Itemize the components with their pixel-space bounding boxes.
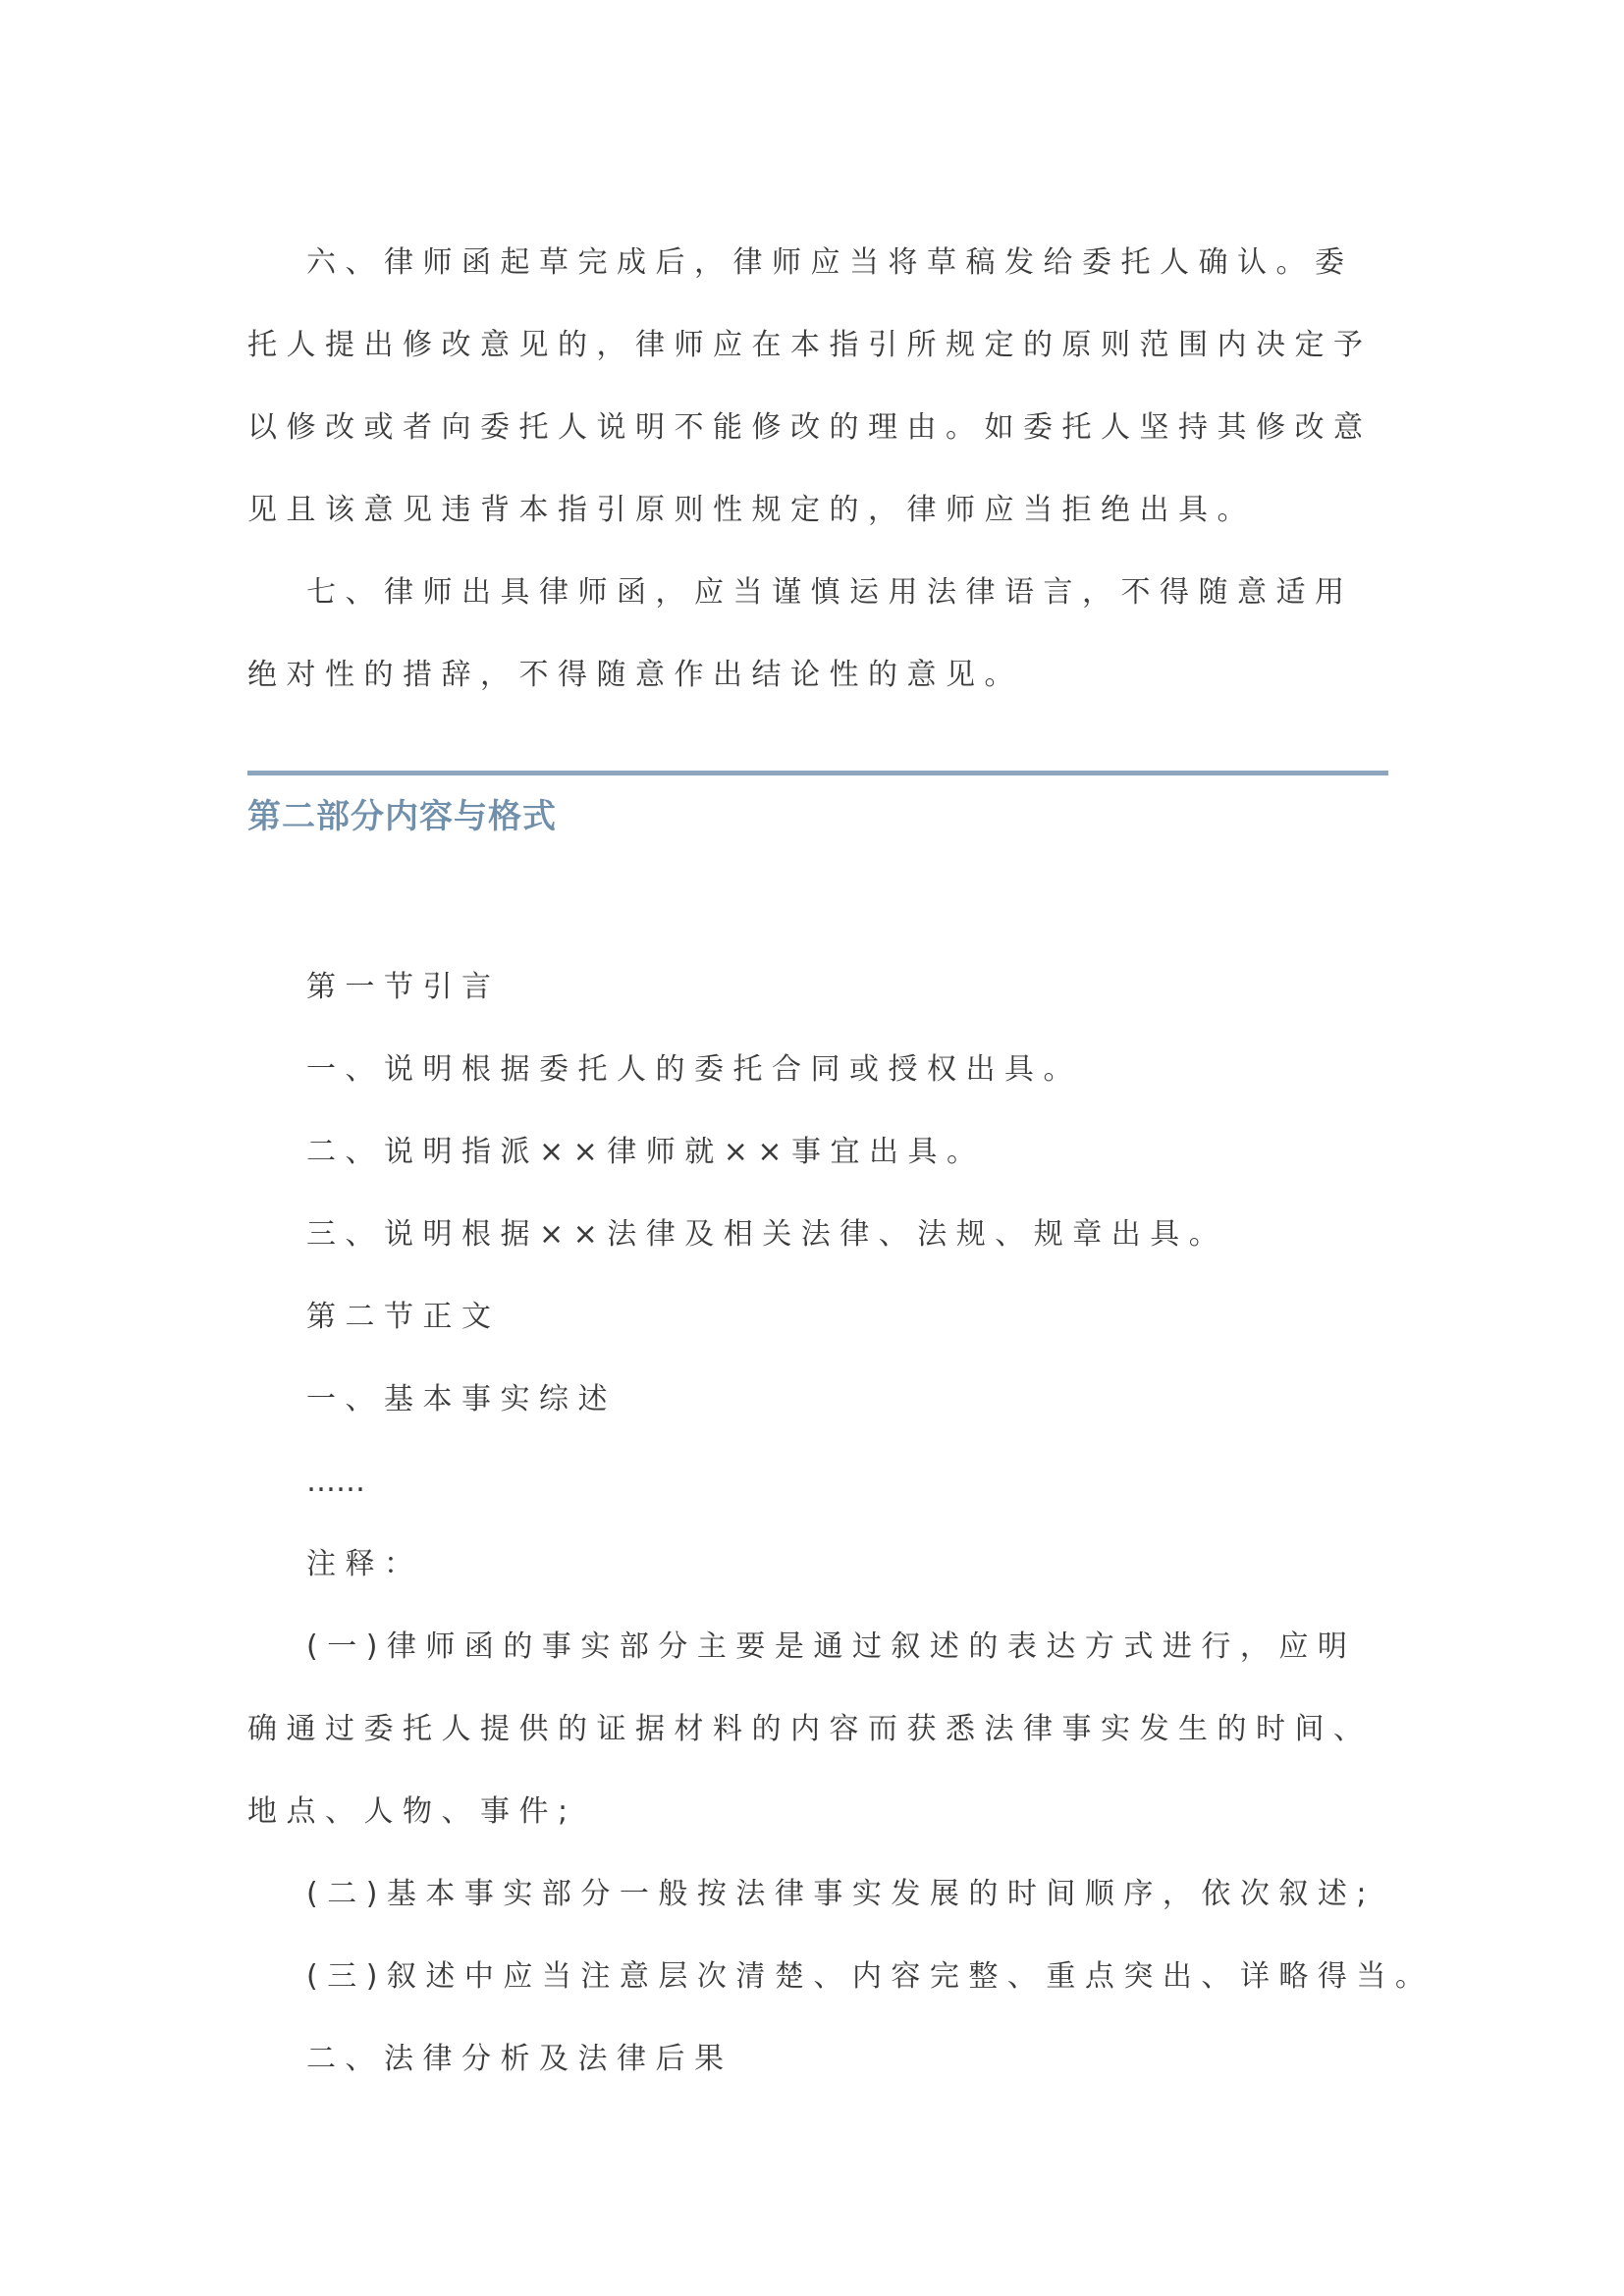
note-one: (一)律师函的事实部分主要是通过叙述的表达方式进行，应明确通过委托人提供的证据材料的内容而获悉法律事实发生的时间、地点、人物、事件; <box>247 1629 1373 1829</box>
intro-item-2: 二、说明指派××律师就××事宜出具。 <box>306 1135 986 1169</box>
intro-item-3: 三、说明根据××法律及相关法律、法规、规章出具。 <box>306 1217 1228 1252</box>
body-section-title: 第二节正文 <box>306 1300 501 1334</box>
intro-item-1: 一、说明根据委托人的委托合同或授权出具。 <box>306 1052 1082 1087</box>
facts-title: 一、基本事实综述 <box>306 1382 617 1416</box>
note-two: (二)基本事实部分一般按法律事实发展的时间顺序，依次叙述; <box>306 1877 1377 1911</box>
ellipsis: …… <box>306 1465 365 1499</box>
notes-label: 注释： <box>306 1547 423 1581</box>
section-divider <box>247 771 1388 775</box>
part-two-heading: 第二部分内容与格式 <box>247 797 557 836</box>
paragraph-six: 六、律师函起草完成后，律师应当将草稿发给委托人确认。委托人提出修改意见的，律师应在本指引所规定的原则范围内决定予以修改或者向委托人说明不能修改的理由。如委托人坚持其修改意见且该意见违背本指引原则性规定的，律师应当拒绝出具。 <box>247 245 1373 527</box>
intro-section-title: 第一节引言 <box>306 970 501 1004</box>
note-three: (三)叙述中应当注意层次清楚、内容完整、重点突出、详略得当。 <box>306 1959 1435 1994</box>
paragraph-seven: 七、律师出具律师函，应当谨慎运用法律语言，不得随意适用绝对性的措辞，不得随意作出结论性的意见。 <box>247 575 1354 692</box>
analysis-title: 二、法律分析及法律后果 <box>306 2042 733 2076</box>
